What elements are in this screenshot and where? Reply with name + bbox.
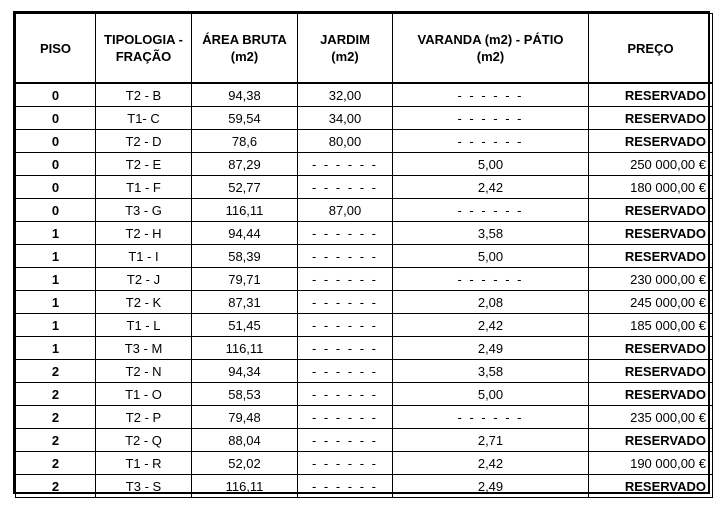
- cell-piso: 2: [16, 406, 96, 429]
- table-row: [16, 130, 713, 153]
- cell-tipologia: T1 - I: [96, 245, 192, 268]
- header-tipologia-line1: TIPOLOGIA -: [104, 32, 183, 47]
- cell-preco: 190 000,00 €: [589, 452, 713, 475]
- cell-jardim: - - - - - -: [298, 268, 393, 291]
- cell-preco: RESERVADO: [589, 383, 713, 406]
- cell-piso: 0: [16, 130, 96, 153]
- cell-piso: 2: [16, 475, 96, 498]
- cell-jardim: - - - - - -: [298, 383, 393, 406]
- header-area-line2: (m2): [230, 49, 259, 64]
- cell-tipologia: T2 - H: [96, 222, 192, 245]
- header-varanda: [393, 14, 589, 84]
- cell-area: 79,71: [192, 268, 298, 291]
- cell-area: 116,11: [192, 475, 298, 498]
- cell-jardim: - - - - - -: [298, 176, 393, 199]
- cell-varanda: - - - - - -: [393, 199, 589, 222]
- cell-jardim: - - - - - -: [298, 291, 393, 314]
- cell-jardim: - - - - - -: [298, 429, 393, 452]
- cell-tipologia: T2 - N: [96, 360, 192, 383]
- table-row: [16, 314, 713, 337]
- cell-tipologia: T3 - M: [96, 337, 192, 360]
- cell-tipologia: T2 - K: [96, 291, 192, 314]
- header-varanda-line1: VARANDA (m2) - PÁTIO: [417, 32, 564, 47]
- cell-tipologia: T1 - O: [96, 383, 192, 406]
- cell-tipologia: T1- C: [96, 107, 192, 130]
- cell-piso: 2: [16, 429, 96, 452]
- cell-area: 52,02: [192, 452, 298, 475]
- cell-area: 51,45: [192, 314, 298, 337]
- cell-piso: 0: [16, 176, 96, 199]
- table-row: [16, 360, 713, 383]
- cell-preco: RESERVADO: [589, 360, 713, 383]
- cell-varanda: 5,00: [393, 245, 589, 268]
- cell-piso: 1: [16, 245, 96, 268]
- cell-preco: RESERVADO: [589, 107, 713, 130]
- cell-piso: 1: [16, 222, 96, 245]
- cell-area: 58,53: [192, 383, 298, 406]
- cell-tipologia: T2 - P: [96, 406, 192, 429]
- cell-piso: 2: [16, 383, 96, 406]
- header-tipologia: [96, 14, 192, 84]
- cell-varanda: - - - - - -: [393, 130, 589, 153]
- cell-jardim: - - - - - -: [298, 452, 393, 475]
- cell-area: 58,39: [192, 245, 298, 268]
- units-table: [15, 13, 713, 498]
- cell-tipologia: T2 - J: [96, 268, 192, 291]
- cell-jardim: - - - - - -: [298, 360, 393, 383]
- cell-tipologia: T2 - E: [96, 153, 192, 176]
- cell-preco: 180 000,00 €: [589, 176, 713, 199]
- cell-varanda: - - - - - -: [393, 406, 589, 429]
- cell-preco: RESERVADO: [589, 199, 713, 222]
- table-row: [16, 176, 713, 199]
- cell-varanda: - - - - - -: [393, 268, 589, 291]
- cell-area: 94,44: [192, 222, 298, 245]
- cell-preco: RESERVADO: [589, 130, 713, 153]
- header-area: [192, 14, 298, 84]
- cell-jardim: - - - - - -: [298, 406, 393, 429]
- cell-piso: 1: [16, 337, 96, 360]
- cell-preco: 185 000,00 €: [589, 314, 713, 337]
- table-row: [16, 475, 713, 498]
- table-row: [16, 199, 713, 222]
- cell-area: 116,11: [192, 199, 298, 222]
- cell-jardim: - - - - - -: [298, 153, 393, 176]
- table-row: [16, 383, 713, 406]
- cell-tipologia: T3 - S: [96, 475, 192, 498]
- cell-area: 78,6: [192, 130, 298, 153]
- cell-piso: 1: [16, 291, 96, 314]
- cell-jardim: 87,00: [298, 199, 393, 222]
- cell-varanda: 3,58: [393, 222, 589, 245]
- cell-varanda: 2,49: [393, 337, 589, 360]
- cell-jardim: 34,00: [298, 107, 393, 130]
- cell-varanda: 2,08: [393, 291, 589, 314]
- cell-jardim: - - - - - -: [298, 245, 393, 268]
- cell-piso: 0: [16, 153, 96, 176]
- cell-jardim: 80,00: [298, 130, 393, 153]
- cell-preco: 250 000,00 €: [589, 153, 713, 176]
- cell-varanda: 2,42: [393, 176, 589, 199]
- cell-piso: 0: [16, 83, 96, 107]
- cell-varanda: - - - - - -: [393, 107, 589, 130]
- table-row: [16, 406, 713, 429]
- cell-piso: 0: [16, 199, 96, 222]
- cell-piso: 0: [16, 107, 96, 130]
- header-preco-label: PREÇO: [627, 40, 674, 56]
- cell-area: 79,48: [192, 406, 298, 429]
- header-varanda-line2: (m2): [476, 49, 505, 64]
- cell-tipologia: T2 - B: [96, 83, 192, 107]
- cell-preco: 245 000,00 €: [589, 291, 713, 314]
- cell-piso: 1: [16, 268, 96, 291]
- cell-area: 87,31: [192, 291, 298, 314]
- header-preco: [589, 14, 713, 84]
- cell-piso: 2: [16, 360, 96, 383]
- table-row: [16, 429, 713, 452]
- cell-preco: RESERVADO: [589, 245, 713, 268]
- cell-area: 116,11: [192, 337, 298, 360]
- cell-varanda: 3,58: [393, 360, 589, 383]
- table-row: [16, 107, 713, 130]
- cell-tipologia: T2 - Q: [96, 429, 192, 452]
- cell-piso: 2: [16, 452, 96, 475]
- cell-jardim: - - - - - -: [298, 314, 393, 337]
- units-table-wrapper: [13, 11, 710, 494]
- cell-tipologia: T3 - G: [96, 199, 192, 222]
- cell-varanda: 2,49: [393, 475, 589, 498]
- cell-tipologia: T1 - R: [96, 452, 192, 475]
- header-jardim: [298, 14, 393, 84]
- header-area-line1: ÁREA BRUTA: [202, 32, 287, 47]
- cell-preco: RESERVADO: [589, 222, 713, 245]
- cell-varanda: 5,00: [393, 383, 589, 406]
- cell-jardim: - - - - - -: [298, 337, 393, 360]
- cell-piso: 1: [16, 314, 96, 337]
- table-row: [16, 291, 713, 314]
- cell-varanda: 2,42: [393, 452, 589, 475]
- cell-preco: RESERVADO: [589, 83, 713, 107]
- cell-jardim: - - - - - -: [298, 475, 393, 498]
- header-jardim-line1: JARDIM: [320, 32, 370, 47]
- header-jardim-line2: (m2): [331, 49, 359, 64]
- cell-tipologia: T1 - L: [96, 314, 192, 337]
- cell-preco: RESERVADO: [589, 475, 713, 498]
- table-body: [16, 83, 713, 498]
- header-piso: [16, 14, 96, 84]
- cell-preco: 235 000,00 €: [589, 406, 713, 429]
- cell-tipologia: T2 - D: [96, 130, 192, 153]
- cell-area: 59,54: [192, 107, 298, 130]
- table-row: [16, 222, 713, 245]
- table-row: [16, 268, 713, 291]
- table-row: [16, 452, 713, 475]
- table-row: [16, 83, 713, 107]
- cell-area: 94,38: [192, 83, 298, 107]
- cell-preco: RESERVADO: [589, 337, 713, 360]
- table-row: [16, 153, 713, 176]
- cell-area: 94,34: [192, 360, 298, 383]
- cell-area: 87,29: [192, 153, 298, 176]
- cell-preco: 230 000,00 €: [589, 268, 713, 291]
- cell-area: 88,04: [192, 429, 298, 452]
- table-row: [16, 245, 713, 268]
- cell-varanda: 2,42: [393, 314, 589, 337]
- table-row: [16, 337, 713, 360]
- cell-area: 52,77: [192, 176, 298, 199]
- cell-jardim: - - - - - -: [298, 222, 393, 245]
- cell-jardim: 32,00: [298, 83, 393, 107]
- cell-tipologia: T1 - F: [96, 176, 192, 199]
- cell-varanda: - - - - - -: [393, 83, 589, 107]
- header-row: [16, 14, 713, 84]
- header-tipologia-line2: FRAÇÃO: [115, 49, 172, 64]
- header-piso-label: PISO: [39, 40, 72, 56]
- cell-varanda: 2,71: [393, 429, 589, 452]
- cell-varanda: 5,00: [393, 153, 589, 176]
- cell-preco: RESERVADO: [589, 429, 713, 452]
